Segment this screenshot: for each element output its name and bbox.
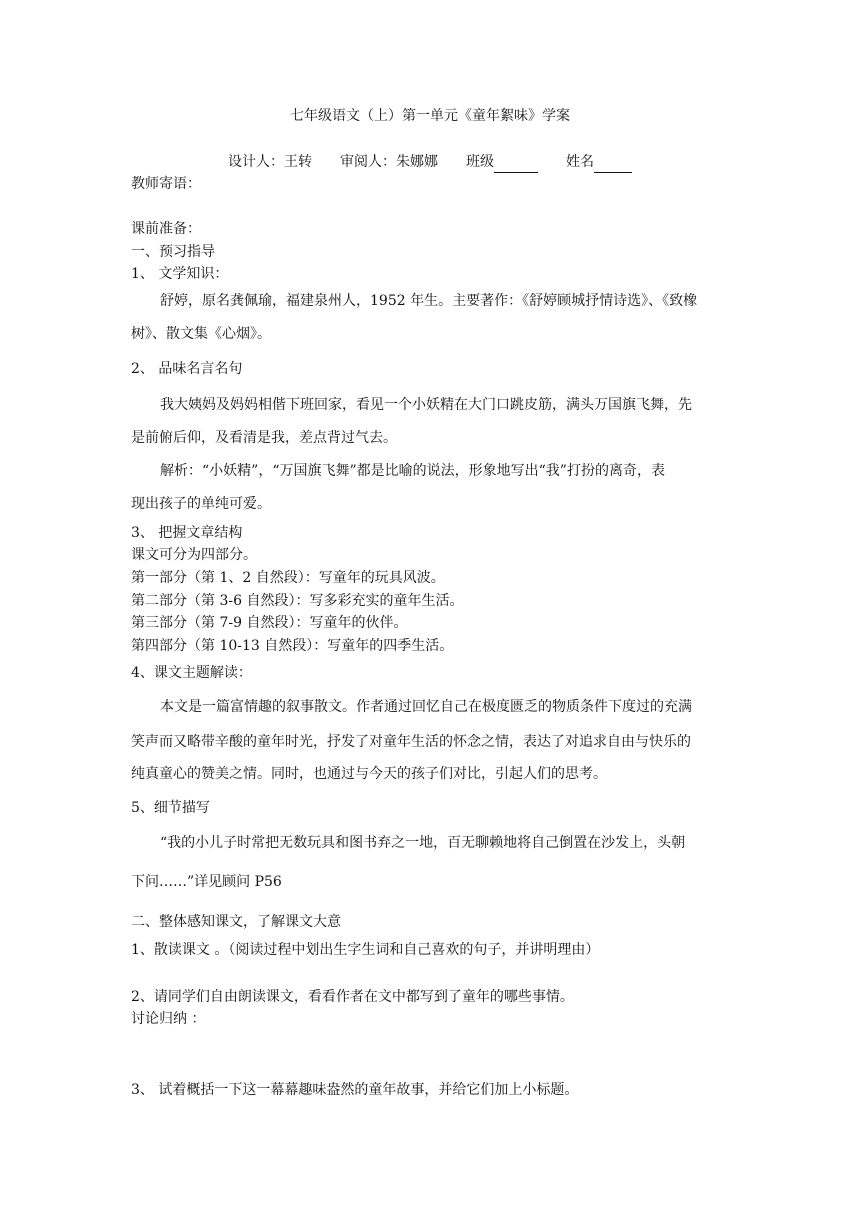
prep-heading: 课前准备：	[131, 221, 201, 237]
document-meta	[0, 152, 860, 173]
section1-heading: 一、预习指导	[131, 244, 215, 260]
item5-heading: 5、细节描写	[131, 800, 210, 816]
class-label: 班级	[466, 154, 494, 170]
item1-line: 树》、散文集《心烟》。	[131, 326, 271, 342]
item4-line: 笑声而又略带辛酸的童年时光，抒发了对童年生活的怀念之情，表达了对追求自由与快乐的	[131, 734, 691, 750]
class-blank[interactable]	[494, 152, 538, 173]
question-1: 1、散读课文 。（阅读过程中划出生字生词和自己喜欢的句子，并讲明理由）	[131, 942, 600, 958]
reviewer-label: 审阅人：朱娜娜	[340, 154, 438, 170]
document-title: 七年级语文（上）第一单元《童年絮味》学案	[290, 108, 570, 124]
question-3: 3、 试着概括一下这一幕幕趣味盎然的童年故事，并给它们加上小标题。	[131, 1082, 579, 1098]
question-2: 2、请同学们自由朗读课文，看看作者在文中都写到了童年的哪些事情。	[131, 989, 574, 1005]
item5-line: 下问……”详见顾问 P56	[131, 874, 282, 890]
name-blank[interactable]	[594, 152, 632, 173]
item2-heading: 2、 品味名言名句	[131, 361, 243, 377]
item2-analysis: 现出孩子的单纯可爱。	[131, 496, 271, 512]
item3-heading: 3、 把握文章结构	[131, 525, 243, 541]
name-label: 姓名	[566, 154, 594, 170]
designer-label: 设计人：王转	[228, 154, 312, 170]
item2-quote: 我大姨妈及妈妈相偕下班回家，看见一个小妖精在大门口跳皮筋，满头万国旗飞舞，先	[160, 397, 692, 413]
item2-analysis: 解析：“小妖精”，“万国旗飞舞”都是比喻的说法，形象地写出“我”打扮的离奇，表	[160, 463, 665, 479]
section2-heading: 二、整体感知课文，了解课文大意	[131, 914, 341, 930]
item4-line: 纯真童心的赞美之情。同时，也通过与今天的孩子们对比，引起人们的思考。	[131, 766, 607, 782]
structure-line: 第二部分（第 3-6 自然段）：写多彩充实的童年生活。	[131, 593, 464, 609]
item1-line: 舒婷，原名龚佩瑜，福建泉州人，1952 年生。主要著作：《舒婷顾城抒情诗选》、《致橡	[160, 293, 698, 309]
structure-line: 第一部分（第 1、2 自然段）：写童年的玩具风波。	[131, 570, 445, 586]
item5-line: “我的小儿子时常把无数玩具和图书弃之一地，百无聊赖地将自己倒置在沙发上，头朝	[160, 835, 686, 851]
structure-line: 课文可分为四部分。	[131, 547, 257, 563]
item1-heading: 1、 文学知识：	[131, 266, 229, 282]
structure-line: 第三部分（第 7-9 自然段）：写童年的伙伴。	[131, 615, 408, 631]
teacher-message: 教师寄语：	[131, 176, 201, 192]
structure-line: 第四部分（第 10-13 自然段）：写童年的四季生活。	[131, 638, 454, 654]
item4-line: 本文是一篇富情趣的叙事散文。作者通过回忆自己在极度匮乏的物质条件下度过的充满	[160, 699, 692, 715]
discussion-note: 讨论归纳 ：	[131, 1011, 206, 1027]
item2-quote: 是前俯后仰，及看清是我，差点背过气去。	[131, 430, 397, 446]
item4-heading: 4、课文主题解读：	[131, 665, 252, 681]
